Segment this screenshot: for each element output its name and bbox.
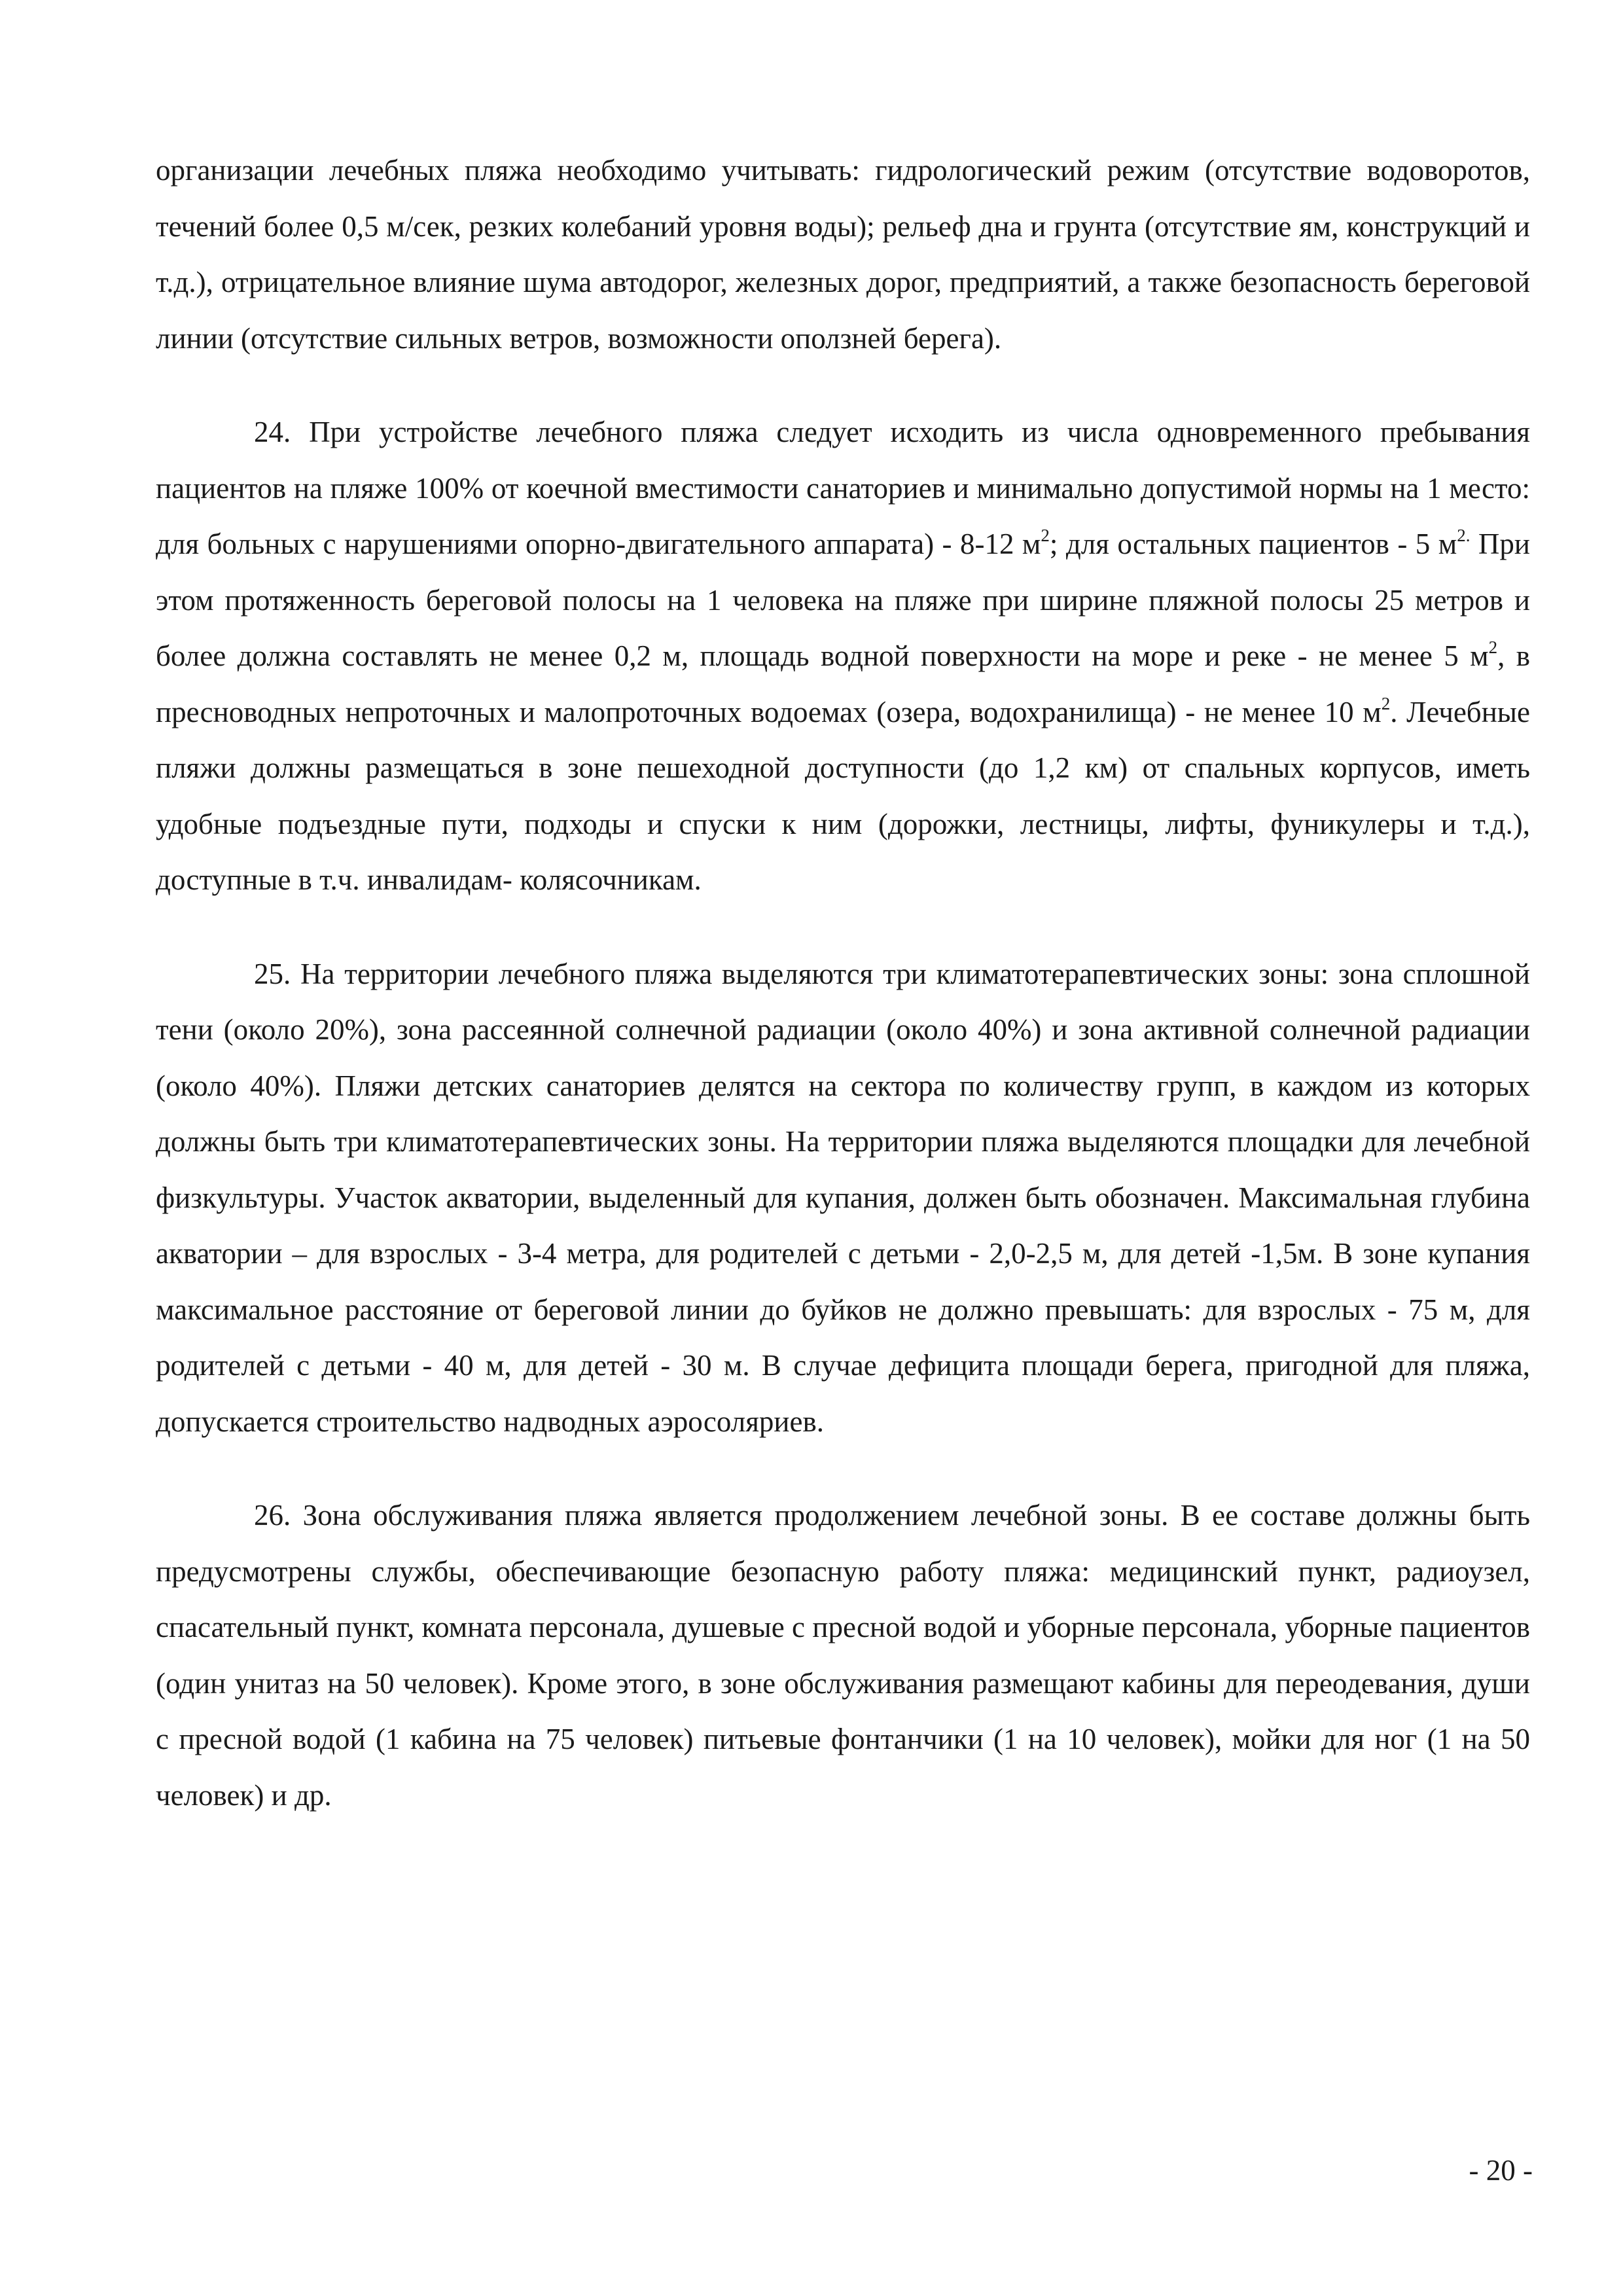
p24-superscript-2: 2. [1457,526,1471,546]
p24-text-4: , в пресноводных непроточных и малопроточных водоемах (озера, водохранилища) - не менее 10 м [156,639,1530,728]
paragraph-25: 25. На территории лечебного пляжа выделяются три климатотерапевтических зоны: зона сплошной тени (около 20%), зона рассеянной солнечной радиации (около 40%) и зона активной солнечной радиации (около 40%). Пляжи детских санаториев делятся на сектора по количеству групп, в каждом из которых должны быть три климатотерапевтических зоны. На территории пляжа выделяются площадки для лечебной физкультуры. Участок акватории, выделенный для купания, должен быть обозначен. Максимальная глубина акватории – для взрослых - 3-4 метра, для родителей с детьми - 2,0-2,5 м, для детей -1,5м. В зоне купания максимальное расстояние от береговой линии до буйков не должно превышать: для взрослых - 75 м, для родителей с детьми - 40 м, для детей - 30 м. В случае дефицита площади берега, пригодной для пляжа, допускается строительство надводных аэросоляриев. [156,957,1530,1438]
p24-text-2: ; для остальных пациентов - 5 м [1049,528,1457,560]
p24-text-5: . Лечебные пляжи должны размещаться в зоне пешеходной доступности (до 1,2 км) от спальных корпусов, иметь удобные подъездные пути, подходы и спуски к ним (дорожки, лестницы, лифты, фуникулеры и т.д.), доступные в т.ч. инвалидам- колясочникам. [156,695,1530,896]
p24-superscript-4: 2 [1381,693,1391,713]
paragraph-gap [156,1450,1530,1488]
page-number: - 20 - [1469,2154,1533,2187]
paragraph-gap [156,367,1530,404]
paragraph-continuation: организации лечебных пляжа необходимо учитывать: гидрологический режим (отсутствие водоворотов, течений более 0,5 м/сек, резких колебаний уровня воды); рельеф дна и грунта (отсутствие ям, конструкций и т.д.), отрицательное влияние шума автодорог, железных дорог, предприятий, а также безопасность береговой линии (отсутствие сильных ветров, возможности оползней берега). [156,154,1530,355]
p24-text-1: 24. При устройстве лечебного пляжа следует исходить из числа одновременного пребывания пациентов на пляже 100% от коечной вместимости санаториев и минимально допустимой нормы на 1 место: для больных с нарушениями опорно-двигательного аппарата) - 8-12 м [156,416,1530,560]
paragraph-24 [156,404,1530,908]
document-body [156,143,1530,1823]
p24-superscript-3: 2 [1488,637,1498,658]
paragraph-gap [156,908,1530,946]
paragraph-26: 26. Зона обслуживания пляжа является продолжением лечебной зоны. В ее составе должны быть предусмотрены службы, обеспечивающие безопасную работу пляжа: медицинский пункт, радиоузел, спасательный пункт, комната персонала, душевые с пресной водой и уборные персонала, уборные пациентов (один унитаз на 50 человек). Кроме этого, в зоне обслуживания размещают кабины для переодевания, души с пресной водой (1 кабина на 75 человек) питьевые фонтанчики (1 на 10 человек), мойки для ног (1 на 50 человек) и др. [156,1499,1530,1812]
p24-text-3: При этом протяженность береговой полосы на 1 человека на пляже при ширине пляжной полосы 25 метров и более должна составлять не менее 0,2 м, площадь водной поверхности на море и реке - не менее 5 м [156,528,1530,672]
p24-superscript-1: 2 [1041,526,1050,546]
